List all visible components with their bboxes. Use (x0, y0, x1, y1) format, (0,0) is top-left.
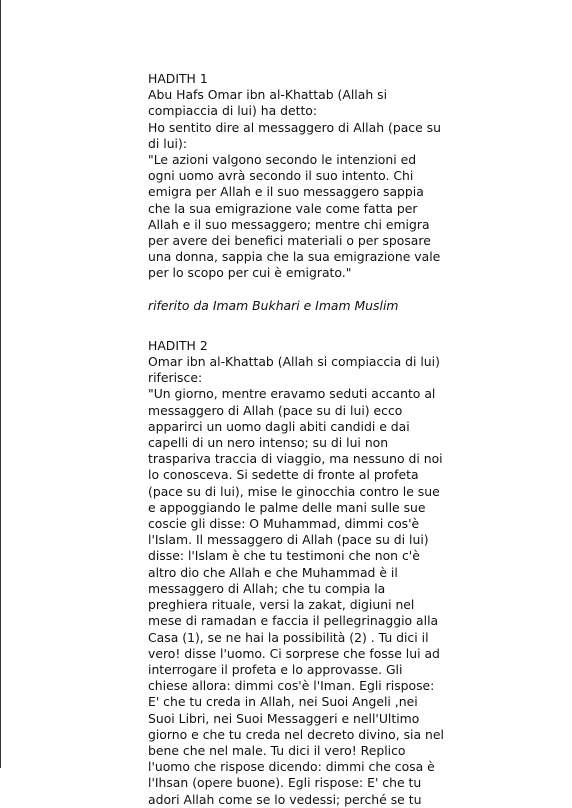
text-line: lo conosceva. Si sedette di fronte al profeta (148, 467, 419, 483)
narrator-line: Ho sentito dire al messaggero di Allah (pace su (148, 119, 441, 135)
text-line: una donna, sappia che la sua emigrazione vale (148, 249, 441, 265)
text-line: per lo scopo per cui è emigrato." (148, 265, 352, 281)
text-line: E' che tu creda in Allah, nei Suoi Angeli ,nei (148, 694, 418, 710)
text-line: l'Islam. Il messaggero di Allah (pace su di lui) (148, 532, 429, 548)
text-line: capelli di un nero intenso; su di lui non (148, 435, 389, 451)
text-line: Suoi Libri, nei Suoi Messaggeri e nell'Ultimo (148, 710, 420, 726)
text-line: disse: l'Islam è che tu testimoni che non c'è (148, 548, 420, 564)
hadith-2-text (148, 386, 444, 807)
text-line: traspariva traccia di viaggio, ma nessuno di noi (148, 451, 443, 467)
text-line: bene che nel male. Tu dici il vero! Replico (148, 742, 406, 758)
hadith-1-section (148, 71, 441, 314)
hadith-1-heading: HADITH 1 (148, 71, 208, 86)
page-left-border (0, 0, 1, 768)
text-line: che la sua emigrazione vale come fatta per (148, 200, 418, 216)
text-line: messaggero di Allah; che tu compia la (148, 580, 386, 596)
narrator-line: Omar ibn al-Khattab (Allah si compiaccia di lui) (148, 354, 440, 370)
text-line: messaggero di Allah (pace su di lui) ecco (148, 402, 403, 418)
text-line: preghiera rituale, versi la zakat, digiuni nel (148, 597, 415, 613)
text-line: e appoggiando le palme delle mani sulle sue (148, 499, 426, 515)
text-line: Allah e il suo messaggero; mentre chi emigra (148, 216, 430, 232)
hadith-1-narrator (148, 87, 441, 152)
document-page (148, 71, 444, 808)
text-line: per avere dei benefici materiali o per sposare (148, 233, 431, 249)
section-spacer (148, 314, 438, 338)
text-line: vero! disse l'uomo. Ci sorprese che fosse lui ad (148, 645, 440, 661)
hadith-2-narrator (148, 354, 438, 386)
text-line: interrogare il profeta e lo approvasse. Gli (148, 661, 403, 677)
narrator-line: compiaccia di lui) ha detto: (148, 103, 318, 119)
narrator-line: di lui): (148, 135, 187, 151)
text-line: adori Allah come se lo vedessi; perché se tu (148, 791, 422, 807)
text-line: mese di ramadan e faccia il pellegrinaggio alla (148, 613, 439, 629)
text-line: coscie gli disse: O Muhammad, dimmi cos'è (148, 516, 420, 532)
hadith-1-text (148, 152, 441, 282)
text-line: ogni uomo avrà secondo il suo intento. Chi (148, 168, 414, 184)
text-line: giorno e che tu creda nel decreto divino, sia nel (148, 726, 444, 742)
narrator-line: Abu Hafs Omar ibn al-Khattab (Allah si (148, 87, 388, 103)
text-line: "Le azioni valgono secondo le intenzioni ed (148, 152, 417, 168)
hadith-2-section (148, 337, 444, 808)
text-line: altro dio che Allah e che Muhammad è il (148, 564, 398, 580)
spacer (148, 282, 438, 298)
text-line: l'uomo che rispose dicendo: dimmi che cosa è (148, 759, 435, 775)
narrator-line: riferisce: (148, 370, 203, 386)
hadith-1-source: riferito da Imam Bukhari e Imam Muslim (148, 297, 399, 313)
text-line: (pace su di lui), mise le ginocchia contro le sue (148, 483, 440, 499)
text-line: emigra per Allah e il suo messaggero sappia (148, 184, 424, 200)
hadith-2-heading: HADITH 2 (148, 337, 208, 353)
text-line: Casa (1), se ne hai la possibilità (2) . Tu dici il (148, 629, 429, 645)
text-line: chiese allora: dimmi cos'è l'Iman. Egli rispose: (148, 678, 435, 694)
text-line: "Un giorno, mentre eravamo seduti accanto al (148, 386, 436, 402)
text-line: apparirci un uomo dagli abiti candidi e dai (148, 418, 410, 434)
text-line: l'Ihsan (opere buone). Egli rispose: E' che tu (148, 775, 422, 791)
